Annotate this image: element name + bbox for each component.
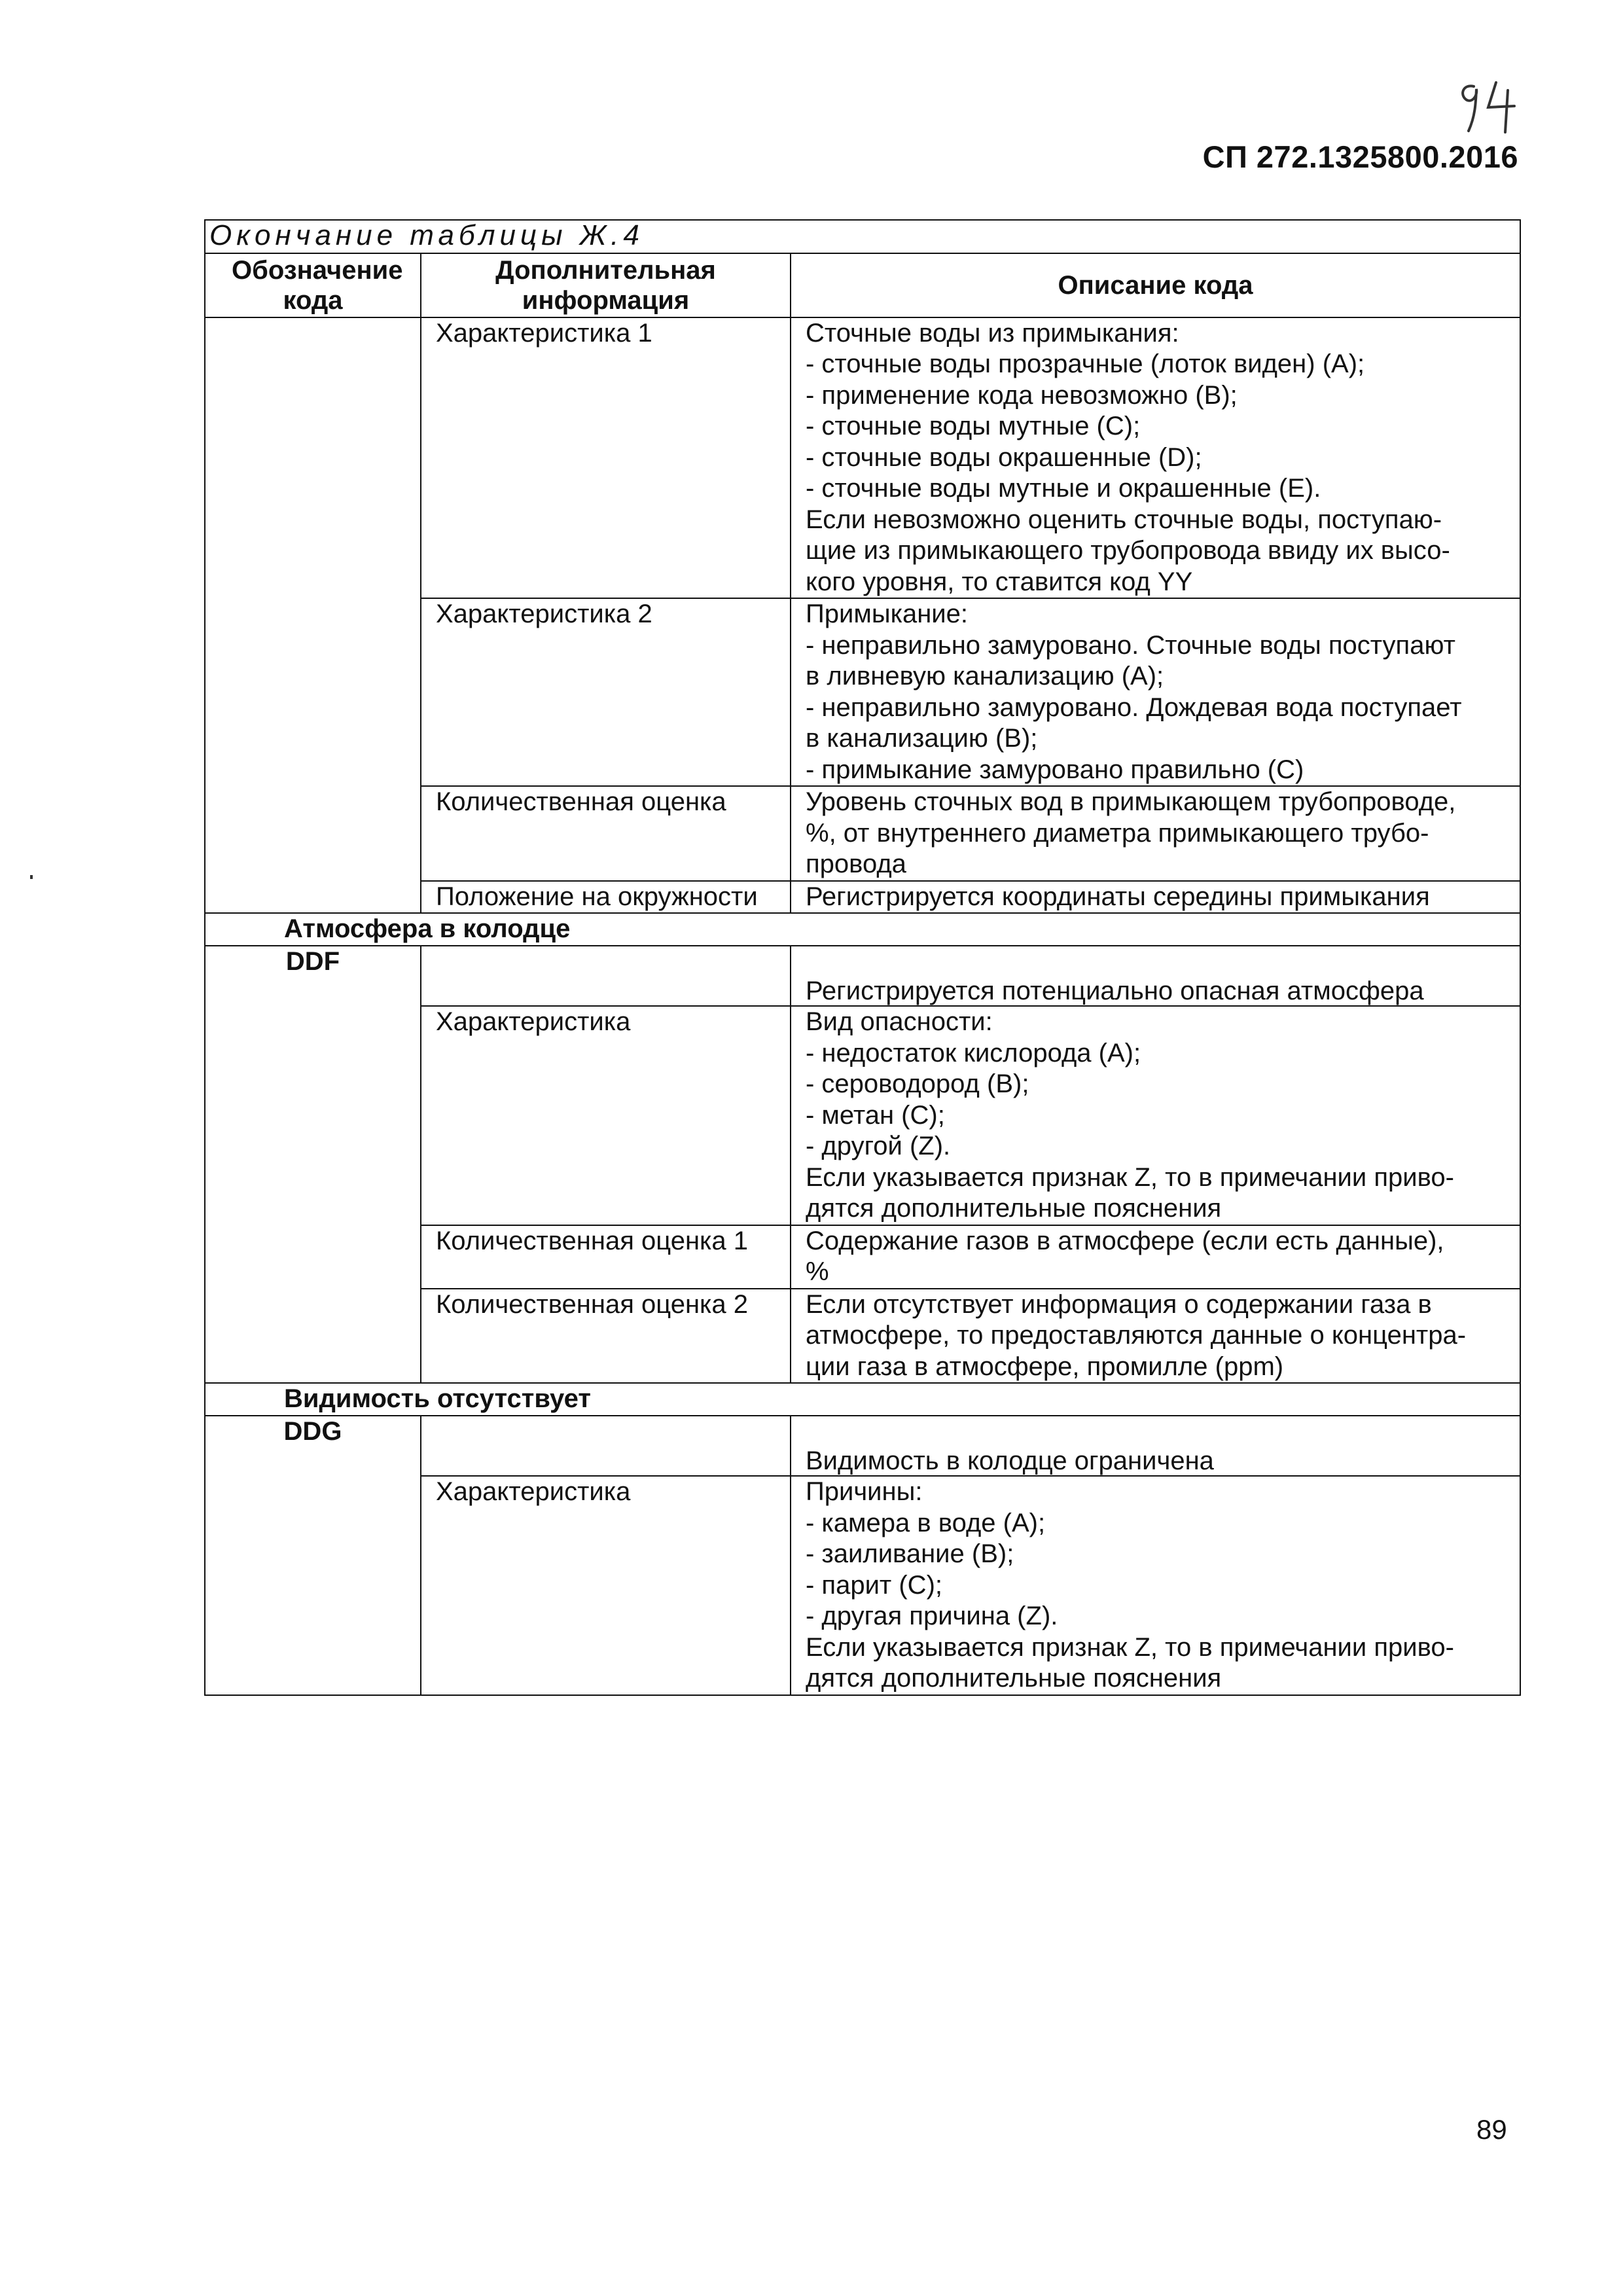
page-number: 89 [1476,2114,1507,2145]
code-description [791,881,1520,914]
description-line: % [806,1257,829,1286]
description-line: - сточные воды мутные и окрашенные (E). [806,474,1321,503]
description-line: - применение кода невозможно (B); [806,380,1238,410]
description-line: Если невозможно оценить сточные воды, поступаю- [806,505,1442,534]
description-line: Если указывается признак Z, то в примечании приво- [806,1632,1454,1662]
description-line: - примыкание замуровано правильно (C) [806,755,1304,784]
description-line: дятся дополнительные пояснения [806,1194,1222,1223]
description-line: - метан (C); [806,1100,945,1130]
table-caption-cell [205,220,1520,253]
section-row-atmosphere [205,913,1520,946]
column-header-description: Описание кода [791,253,1520,317]
additional-info: Характеристика 2 [421,598,791,786]
description-line: кого уровня, то ставится код YY [806,567,1193,596]
scan-speck [30,875,33,879]
code-designation: DDF [205,946,421,1383]
description-line: - парит (C); [806,1570,943,1600]
description-line: - другая причина (Z). [806,1602,1058,1630]
description-line: - сточные воды окрашенные (D); [806,442,1202,472]
additional-info: Количественная оценка 2 [421,1289,791,1384]
code-designation: DDG [205,1416,421,1695]
description-line: Уровень сточных вод в примыкающем трубопроводе, [806,787,1456,816]
description-line: Сточные воды из примыкания: [806,318,1179,348]
description-line: в канализацию (B); [806,724,1038,753]
description-line: - неправильно замуровано. Сточные воды поступают [806,630,1455,660]
description-line: - камера в воде (A); [806,1508,1046,1537]
description-line: - другой (Z). [806,1132,951,1160]
description-line: - сточные воды прозрачные (лоток виден) (A); [806,350,1365,378]
section-title: Видимость отсутствует [205,1383,1520,1416]
additional-info: Положение на окружности [421,881,791,914]
additional-info: Количественная оценка [421,786,791,881]
description-line: дятся дополнительные пояснения [806,1664,1222,1693]
code-designation [205,317,421,914]
code-description: Регистрируется потенциально опасная атмосфера [791,946,1520,1006]
codes-table [204,219,1521,1696]
description-line: ции газа в атмосфере, промилле (ppm) [806,1352,1284,1381]
handwritten-page-number [1454,77,1526,136]
description-line: атмосфере, то предоставляются данные о концентра- [806,1321,1467,1350]
additional-info: Количественная оценка 1 [421,1225,791,1289]
code-description [791,1476,1520,1695]
description-line: в ливневую канализацию (A); [806,662,1164,691]
description-line: Содержание газов в атмосфере (если есть данные), [806,1226,1444,1255]
description-line: Примыкание: [806,600,969,628]
code-description [791,1289,1520,1384]
additional-info: Характеристика 1 [421,317,791,599]
additional-info-empty [421,946,791,1006]
code-description [791,786,1520,881]
description-line: Причины: [806,1477,923,1506]
description-line: - сероводород (B); [806,1069,1029,1098]
code-description [791,1006,1520,1225]
additional-info: Характеристика [421,1006,791,1225]
table-row [205,317,1520,599]
description-line: щие из примыкающего трубопровода ввиду их высо- [806,536,1450,565]
table-row [205,946,1520,1006]
code-description: Видимость в колодце ограничена [791,1416,1520,1476]
description-line: - недостаток кислорода (A); [806,1038,1141,1067]
description-line: - сточные воды мутные (C); [806,412,1141,440]
code-description [791,317,1520,599]
additional-info-empty [421,1416,791,1476]
section-title: Атмосфера в колодце [205,913,1520,946]
document-code: СП 272.1325800.2016 [1202,139,1518,174]
description-line: %, от внутреннего диаметра примыкающего трубо- [806,818,1429,848]
code-description [791,1225,1520,1289]
table-caption: Окончание таблицы Ж.4 [209,219,644,251]
description-line: Если указывается признак Z, то в примечании приво- [806,1162,1454,1192]
table-row [205,1416,1520,1476]
description-line: Если отсутствует информация о содержании газа в [806,1289,1432,1319]
column-header-info: Дополнительная информация [421,253,791,317]
additional-info: Характеристика [421,1476,791,1695]
description-line: провода [806,850,906,878]
column-header-code: Обозначение кода [205,253,421,317]
description-line: - заиливание (B); [806,1539,1014,1568]
description-line: - неправильно замуровано. Дождевая вода поступает [806,692,1462,722]
description-line: Вид опасности: [806,1007,993,1036]
code-description [791,598,1520,786]
table-header-row [205,253,1520,317]
section-row-visibility [205,1383,1520,1416]
description-line: Регистрируется координаты середины примыкания [806,882,1430,911]
